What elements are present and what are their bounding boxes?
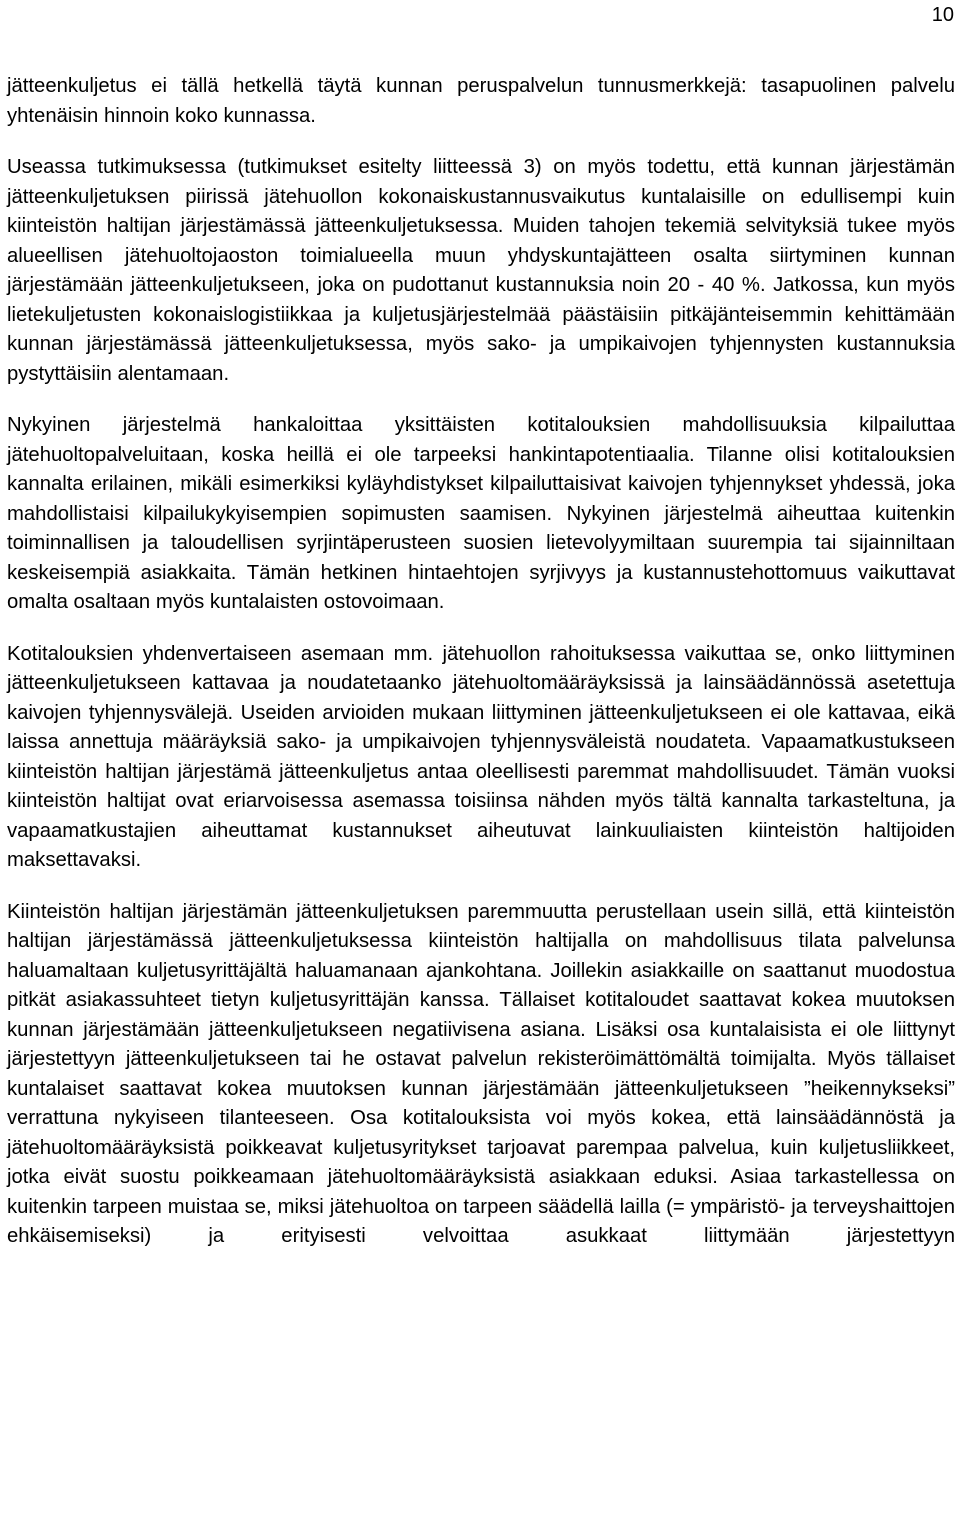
body-text (7, 72, 955, 1274)
paragraph-3: Nykyinen järjestelmä hankaloittaa yksittäisten kotitalouksien mahdollisuuksia kilpailuttaa jätehuoltopalveluitaan, koska heillä ei ole tarpeeksi hankintapotentiaalia. Tilanne olisi kotitalouksien kannalta erilainen, mikäli esimerkiksi kyläyhdistykset kilpailuttaisivat kaivojen tyhjennykset yhdessä, joka mahdollistaisi kilpailukykyisempien sopimusten saamisen. Nykyinen järjestelmä aiheuttaa kuitenkin toiminnallisen ja taloudellisen syrjintäperusteen suosien lietevolyymiltaan suurempia tai sijainniltaan keskeisempiä asiakkaita. Tämän hetkinen hintaehtojen syrjivyys ja kustannustehottomuus vaikuttavat omalta osaltaan myös kuntalaisten ostovoimaan. (7, 414, 955, 613)
page-number: 10 (931, 4, 954, 26)
paragraph-4: Kotitalouksien yhdenvertaiseen asemaan mm. jätehuollon rahoituksessa vaikuttaa se, onko liittyminen jätteenkuljetukseen kattavaa ja noudatetaanko jätehuoltomääräyksissä ja lainsäädännössä asetettuja kaivojen tyhjennysvälejä. Useiden arvioiden mukaan liittyminen jätteenkuljetukseen ei ole kattavaa, eikä laissa annettuja määräyksiä sako- ja umpikaivojen tyhjennysväleistä noudateta. Vapaamatkustukseen kiinteistön haltijan järjestämä jätteenkuljetus antaa oleellisesti paremmat mahdollisuudet. Tämän vuoksi kiinteistön haltijat ovat eriarvoisessa asemassa toisiinsa nähden myös tältä kannalta tarkasteltuna, ja vapaamatkustajien aiheuttamat kustannukset aiheutuvat lainkuuliaisten kiinteistön haltijoiden maksettavaksi. (7, 642, 955, 871)
paragraph-5: Kiinteistön haltijan järjestämän jätteenkuljetuksen paremmuutta perustellaan usein sillä, että kiinteistön haltijan järjestämässä jätteenkuljetuksessa kiinteistön haltijalla on mahdollisuus tilata palvelunsa haluamaltaan kuljetusyrittäjältä haluamanaan ajankohtana. Joillekin asiakkaille on saattanut muodostua pitkät asiakassuhteet tietyn kuljetusyrittäjän kanssa. Tällaiset kotitaloudet saattavat kokea muutoksen kunnan järjestämään jätteenkuljetukseen negatiivisena asiana. Lisäksi osa kuntalaisista ei ole liittynyt järjestettyyn jätteenkuljetukseen tai he ostavat palvelun rekisteröimättömältä toimijalta. Myös tällaiset kuntalaiset saattavat kokea muutoksen kunnan järjestämään jätteenkuljetukseen ”heikennykseksi” verrattuna nykyiseen tilanteeseen. Osa kotitalouksista voi myös kokea, että lainsäädännöstä ja jätehuoltomääräyksistä poikkeavat kuljetusyritykset tarjoavat parempaa palvelua, kuin kuljetusliikkeet, jotka eivät suostu poikkeamaan jätehuoltomääräyksistä asiakkaan eduksi. Asiaa tarkastellessa on kuitenkin tarpeen muistaa se, miksi jätehuoltoa on tarpeen säädellä lailla (= ympäristö- ja terveyshaittojen ehkäisemiseksi) ja erityisesti velvoittaa asukkaat liittymään järjestettyyn (7, 900, 955, 1247)
paragraph-2: Useassa tutkimuksessa (tutkimukset esitelty liitteessä 3) on myös todettu, että kunnan järjestämän jätteenkuljetuksen piirissä jätehuollon kokonaiskustannusvaikutus kuntalaisille on edullisempi kuin kiinteistön haltijan järjestämässä jätteenkuljetuksessa. Muiden tahojen tekemiä selvityksiä tukee myös alueellisen jätehuoltojaoston toimialueella muun yhdyskuntajätteen osalta siirtyminen kunnan järjestämään jätteenkuljetukseen, joka on pudottanut kustannuksia noin 20 - 40 %. Jatkossa, kun myös lietekuljetusten kokonaislogistiikkaa ja kuljetusjärjestelmää päästäisiin pitkäjänteisemmin kehittämään kunnan järjestämässä jätteenkuljetuksessa, myös sako- ja umpikaivojen tyhjennysten kustannuksia pystyttäisiin alentamaan. (7, 156, 955, 385)
paragraph-1: jätteenkuljetus ei tällä hetkellä täytä kunnan peruspalvelun tunnusmerkkejä: tasapuolinen palvelu yhtenäisin hinnoin koko kunnassa. (7, 75, 955, 127)
